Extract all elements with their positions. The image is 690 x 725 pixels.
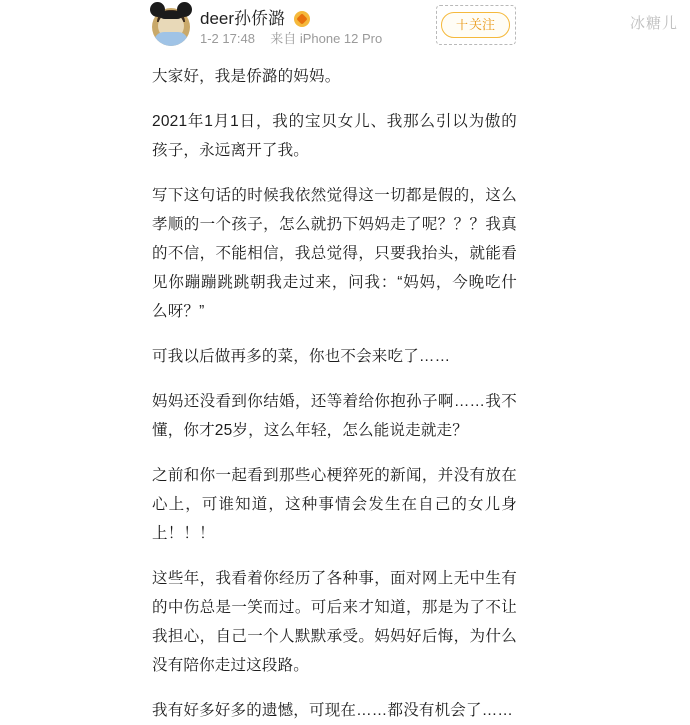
author-name-block[interactable] (200, 9, 310, 29)
post-body (152, 62, 517, 725)
post-paragraph: 我有好多好多的遗憾，可现在……都没有机会了…… (152, 702, 514, 719)
post-paragraph: 写下这句话的时候我依然觉得这一切都是假的，这么孝顺的一个孩子，怎么就扔下妈妈走了呢？？？我真的不信，不能相信，我总觉得，只要我抬头，就能看见你蹦蹦跳跳朝我走过来，问我：“妈妈，今晚吃什么呀？” (152, 187, 517, 320)
follow-button-label: 关注 (469, 17, 496, 32)
mickey-headband-icon (157, 11, 185, 19)
follow-button[interactable] (441, 12, 510, 38)
post-paragraph: 大家好，我是侨潞的妈妈。 (152, 68, 341, 85)
post-paragraph: 妈妈还没看到你结婚，还等着给你抱孙子啊……我不懂，你才25岁，这么年轻，怎么能说走就走？ (152, 393, 517, 439)
avatar[interactable] (152, 8, 190, 46)
post-paragraph: 这些年，我看着你经历了各种事，面对网上无中生有的中伤总是一笑而过。可后来才知道，那是为了不让我担心，自己一个人默默承受。妈妈好后悔，为什么没有陪你走过这段路。 (152, 570, 517, 674)
post-timestamp: 1-2 17:48 (200, 31, 255, 46)
post-paragraph: 之前和你一起看到那些心梗猝死的新闻，并没有放在心上，可谁知道，这种事情会发生在自己的女儿身上！！！ (152, 467, 517, 542)
post-paragraph: 2021年1月1日，我的宝贝女儿、我那么引以为傲的孩子，永远离开了我。 (152, 113, 517, 159)
avatar-body (154, 32, 188, 46)
post-header (0, 0, 690, 52)
verified-badge-icon (294, 11, 310, 27)
author-username[interactable]: deer孙侨潞 (200, 9, 286, 28)
post-meta (200, 31, 382, 47)
post-source-prefix: 来自 (270, 31, 297, 46)
post-source[interactable]: iPhone 12 Pro (299, 31, 383, 46)
post-paragraph: 可我以后做再多的菜，你也不会来吃了…… (152, 348, 451, 365)
plus-icon: 十 (455, 18, 468, 32)
watermark: 冰糖儿 (629, 15, 678, 32)
mickey-ears-icon (150, 2, 192, 22)
